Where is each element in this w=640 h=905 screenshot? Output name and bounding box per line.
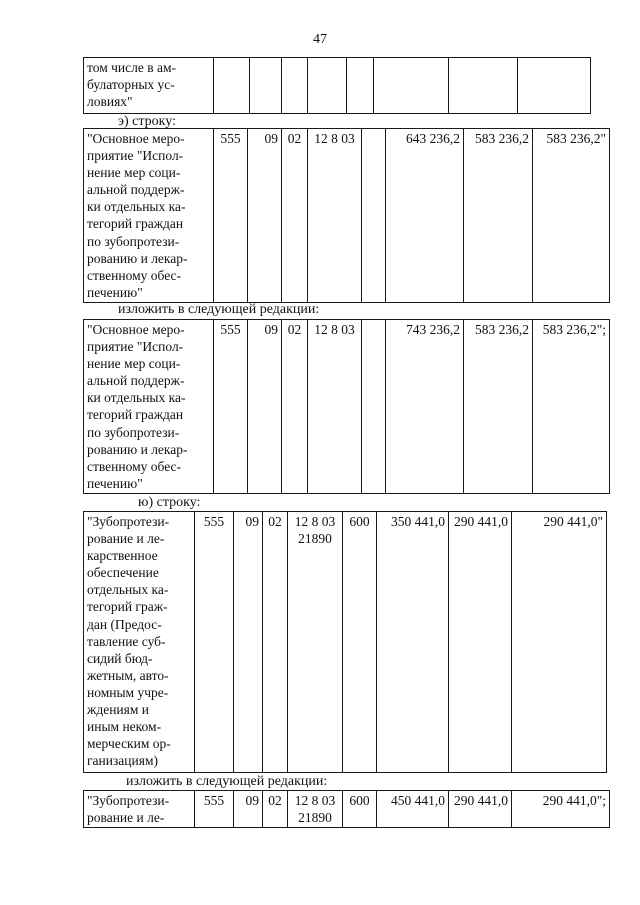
row-yu-value2: 290 441,0 <box>449 512 512 773</box>
row-e-value2: 583 236,2 <box>464 129 533 303</box>
table-row-e-new <box>83 319 610 494</box>
row-e-new-section: 09 <box>248 320 282 494</box>
table-row-e <box>83 128 610 303</box>
row-yu-new-expense-type: 600 <box>343 791 377 828</box>
row-yu-new-value3: 290 441,0"; <box>512 791 610 828</box>
row-e-new-value3: 583 236,2"; <box>533 320 610 494</box>
row-e-value3: 583 236,2" <box>533 129 610 303</box>
label-yu: ю) строку: <box>138 495 201 510</box>
row-yu-ministry: 555 <box>195 512 234 773</box>
row-e-new-value1: 743 236,2 <box>386 320 464 494</box>
row-e-value1: 643 236,2 <box>386 129 464 303</box>
row-yu-new-section: 09 <box>234 791 263 828</box>
table-fragment-top <box>83 57 591 114</box>
row-yu-expense-type: 600 <box>343 512 377 773</box>
row-yu-new-value2: 290 441,0 <box>449 791 512 828</box>
row-yu-description: "Зубопротези- рование и ле- карственное обеспечение отдельных ка- тегорий граж- дан (Предос- тавление суб- сидий бюд- жетным, авто- номным учре- ждениям и иным неком- мерческим ор- ганизациям) <box>84 512 195 773</box>
row-e-new-subsection: 02 <box>282 320 308 494</box>
row-e-new-value2: 583 236,2 <box>464 320 533 494</box>
row-e-new-expense-type <box>362 320 386 494</box>
row-e-section: 09 <box>248 129 282 303</box>
table-row-yu <box>83 511 607 773</box>
row-e-new-description: "Основное меро- приятие "Испол- нение мер соци- альной поддерж- ки отдельных ка- тегорий граждан по зубопротези- рованию и лекар- ственному обес- печению" <box>84 320 214 494</box>
row-yu-new-value1: 450 441,0 <box>377 791 449 828</box>
row-yu-value3: 290 441,0" <box>512 512 607 773</box>
row-e-subsection: 02 <box>282 129 308 303</box>
row-yu-new-description: "Зубопротези- рование и ле- <box>84 791 195 828</box>
row-e-new-target-article: 12 8 03 <box>308 320 362 494</box>
row-e-expense-type <box>362 129 386 303</box>
label-edit-1: изложить в следующей редакции: <box>118 302 320 317</box>
row-yu-target-article: 12 8 03 21890 <box>288 512 343 773</box>
row-yu-subsection: 02 <box>263 512 288 773</box>
row-e-new-ministry: 555 <box>214 320 248 494</box>
row-e-target-article: 12 8 03 <box>308 129 362 303</box>
row-e-ministry: 555 <box>214 129 248 303</box>
table-row-yu-new <box>83 790 610 828</box>
fragment-description: том числе в ам- булаторных ус- ловиях" <box>84 58 214 114</box>
label-edit-2: изложить в следующей редакции: <box>126 774 328 789</box>
row-yu-section: 09 <box>234 512 263 773</box>
row-yu-new-ministry: 555 <box>195 791 234 828</box>
row-yu-new-subsection: 02 <box>263 791 288 828</box>
row-e-description: "Основное меро- приятие "Испол- нение мер соци- альной поддерж- ки отдельных ка- тегорий граждан по зубопротези- рованию и лекар- ственному обес- печению" <box>84 129 214 303</box>
row-yu-value1: 350 441,0 <box>377 512 449 773</box>
row-yu-new-target-article: 12 8 03 21890 <box>288 791 343 828</box>
label-e: э) строку: <box>118 114 176 129</box>
page-number: 47 <box>313 32 327 47</box>
